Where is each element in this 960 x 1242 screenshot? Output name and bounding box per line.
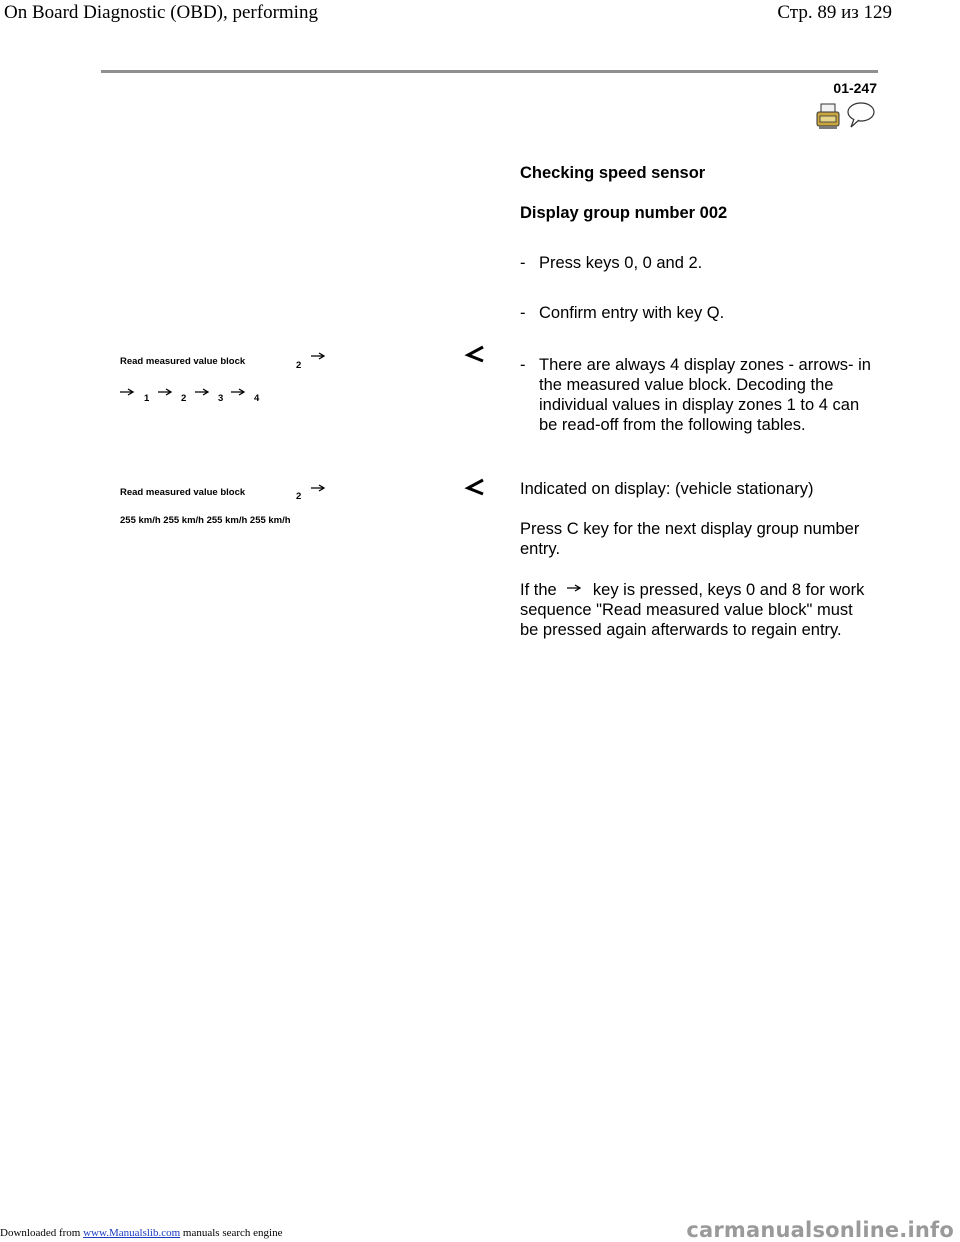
if-the-paragraph [520,580,865,640]
page-counter: Стр. 89 из 129 [777,2,892,23]
step-text: There are always 4 display zones - arrows- in the measured value block. Decoding the individual values in display zones 1 to 4 can be read-off from the following tables. [539,356,871,434]
step-text: Confirm entry with key Q. [539,304,725,322]
step-dash: - [520,356,526,374]
step-dash: - [520,254,526,272]
zone-label: 4 [254,393,260,404]
header-rule [101,70,878,73]
pointer-arrow-icon [464,478,486,496]
if-the-continuation: key is pressed, keys 0 and 8 for work sequence "Read measured value block" must be pressed again afterwards to regain entry. [520,581,865,639]
arrow-right-icon [120,388,135,396]
arrow-right-icon [311,484,326,492]
footer [0,1227,282,1239]
toolbar-icons [815,100,877,132]
arrow-right-icon [311,352,326,360]
arrow-right-icon [195,388,210,396]
pointer-arrow-icon [464,345,486,363]
press-c-text: Press C key for the next display group number entry. [520,520,860,558]
section-heading: Checking speed sensor [520,164,706,182]
display-label: Read measured value block [120,356,246,367]
arrow-right-icon [231,388,246,396]
display-zones [120,386,320,406]
if-the-text: If the [520,581,557,599]
display-group-number: 2 [296,360,302,371]
step-dash: - [520,304,526,322]
section-subheading: Display group number 002 [520,204,728,222]
display-group-number: 2 [296,491,302,502]
document-title: On Board Diagnostic (OBD), performing [4,2,318,23]
watermark: carmanualsonline.info [686,1218,954,1242]
zone-label: 1 [144,393,150,404]
footer-prefix: Downloaded from [0,1227,81,1239]
arrow-right-icon [158,388,173,396]
printer-icon[interactable] [817,104,839,129]
zone-label: 3 [218,393,224,404]
speech-bubble-icon[interactable] [848,103,874,127]
step-text: Press keys 0, 0 and 2. [539,254,703,272]
footer-suffix: manuals search engine [182,1227,283,1239]
display-values: 255 km/h 255 km/h 255 km/h 255 km/h [120,515,291,526]
footer-link[interactable]: www.Manualslib.com [83,1227,181,1239]
indicated-text: Indicated on display: (vehicle stationary) [520,480,814,498]
page-number: 01-247 [833,80,877,96]
zone-label: 2 [181,393,187,404]
display-label: Read measured value block [120,487,246,498]
arrow-right-icon [567,584,582,592]
